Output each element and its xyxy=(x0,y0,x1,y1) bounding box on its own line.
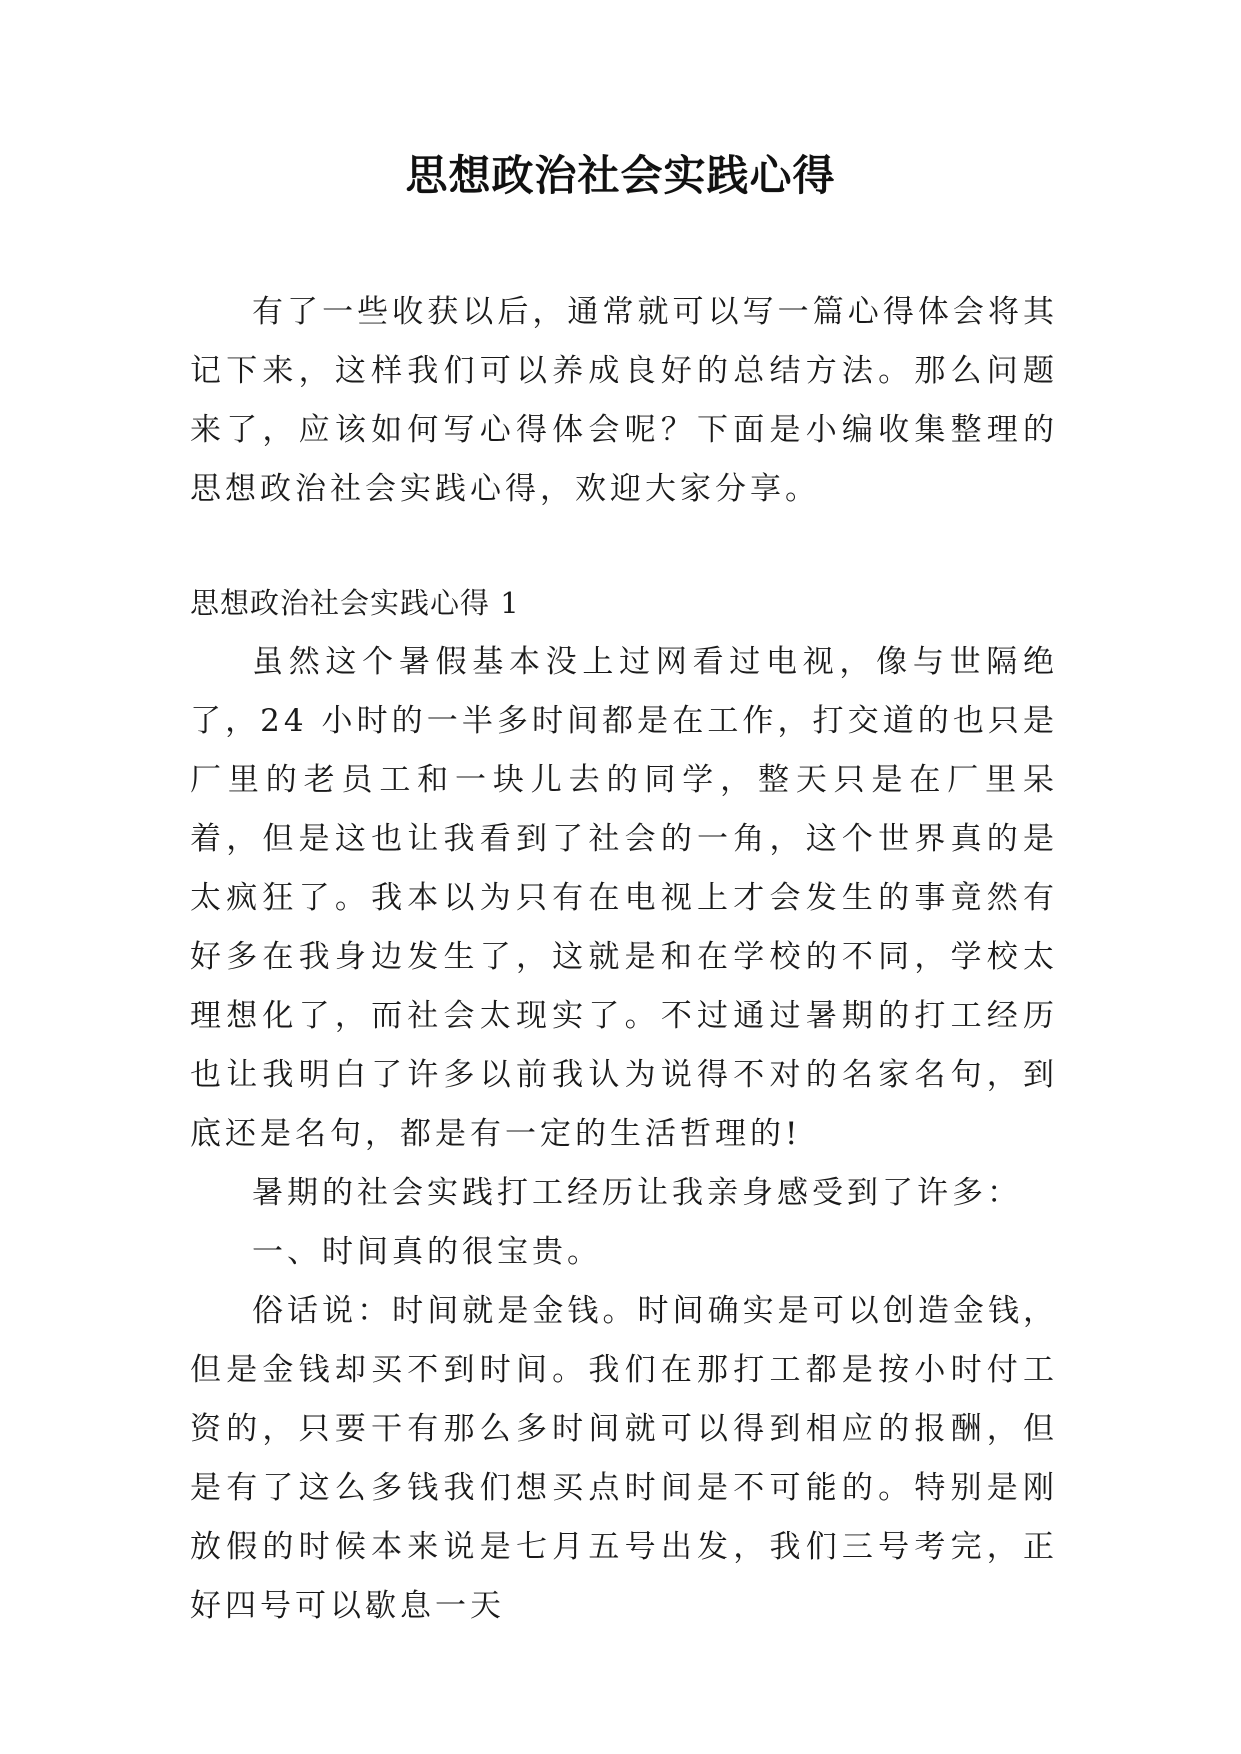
document-title: 思想政治社会实践心得 xyxy=(405,151,836,200)
paragraph-2: 暑期的社会实践打工经历让我亲身感受到了许多： xyxy=(252,1175,1022,1211)
paragraph-1: 虽然这个暑假基本没上过网看过电视，像与世隔绝了，24 小时的一半多时间都是在工作，打交道的也只是厂里的老员工和一块儿去的同学，整天只是在厂里呆着，但是这也让我看到了社会的一角，这个世界真的是太疯狂了。我本以为只有在电视上才会发生的事竟然有好多在我身边发生了，这就是和在学校的不同，学校太理想化了，而社会太现实了。不过通过暑期的打工经历也让我明白了许多以前我认为说得不对的名家名句，到底还是名句，都是有一定的生活哲理的! xyxy=(190,644,1058,1152)
intro-paragraph-block xyxy=(190,283,1058,519)
section-heading: 思想政治社会实践心得 1 xyxy=(190,586,520,620)
paragraph-4: 俗话说：时间就是金钱。时间确实是可以创造金钱，但是金钱却买不到时间。我们在那打工都是按小时付工资的，只要干有那么多时间就可以得到相应的报酬，但是有了这么多钱我们想买点时间是不可能的。特别是刚放假的时候本来说是七月五号出发，我们三号考完，正好四号可以歇息一天 xyxy=(190,1293,1058,1624)
section-body xyxy=(190,633,1058,1636)
paragraph-3: 一、时间真的很宝贵。 xyxy=(252,1234,602,1270)
intro-paragraph: 有了一些收获以后，通常就可以写一篇心得体会将其记下来，这样我们可以养成良好的总结方法。那么问题来了，应该如何写心得体会呢？下面是小编收集整理的思想政治社会实践心得，欢迎大家分享。 xyxy=(190,294,1058,507)
